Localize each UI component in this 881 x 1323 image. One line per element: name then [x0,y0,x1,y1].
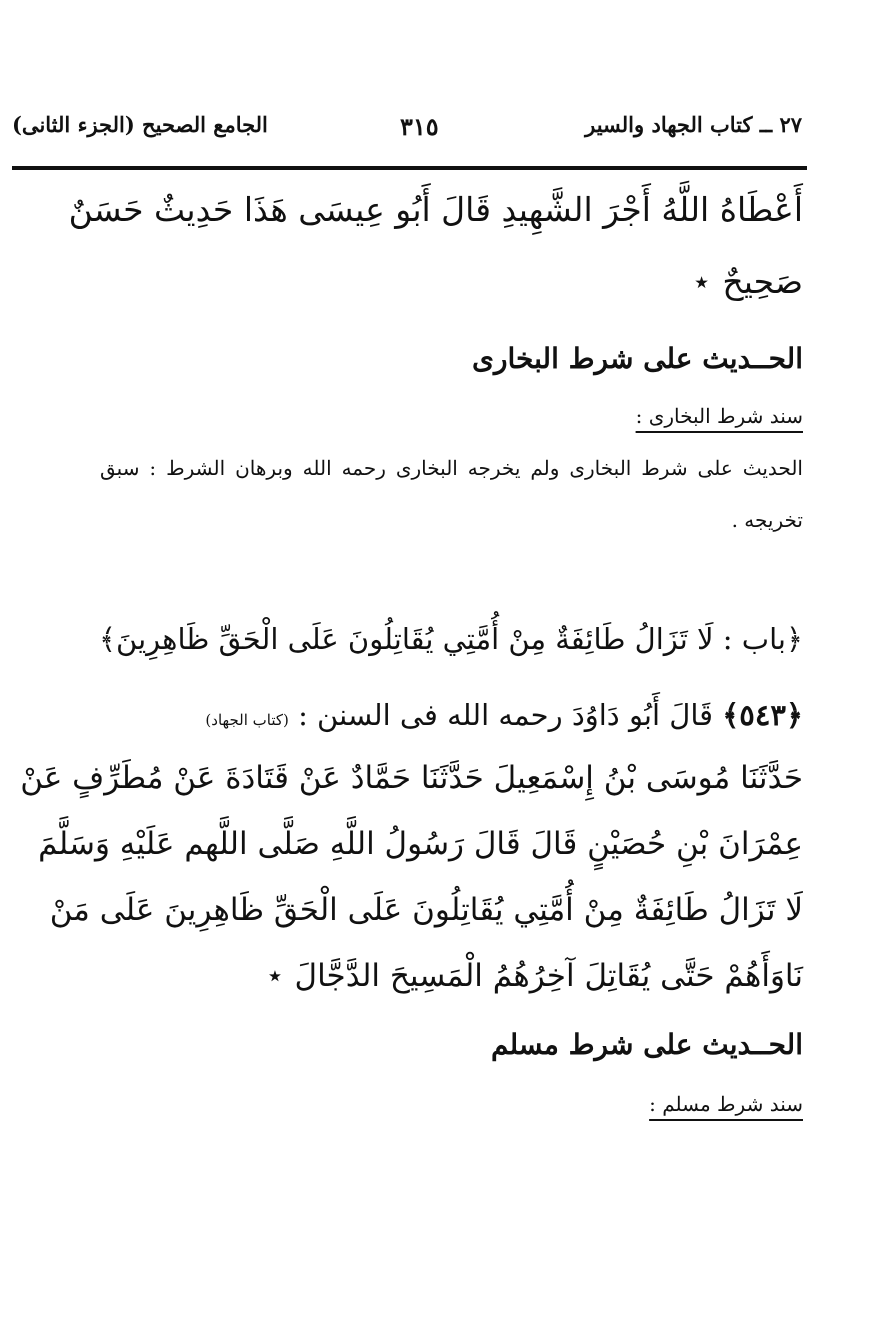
hadith-text-line-3: لَا تَزَالُ طَائِفَةٌ مِنْ أُمَّتِي يُقَاتِلُونَ عَلَى الْحَقِّ ظَاهِرِينَ عَلَى مَنْ [49,892,803,928]
hadith-text-line-1: حَدَّثَنَا مُوسَى بْنُ إِسْمَعِيلَ حَدَّثَنَا حَمَّادٌ عَنْ قَتَادَةَ عَنْ مُطَرِّفٍ عَنْ [20,760,803,796]
sanad-bukhari-label: سند شرط البخارى : [635,404,803,428]
header-rule [12,166,807,170]
ruling-muslim: الحــديث على شرط مسلم [490,1028,803,1061]
page-number: ٣١٥ [400,112,439,141]
hadith-text-line-2: عِمْرَانَ بْنِ حُصَيْنٍ قَالَ قَالَ رَسُولُ اللَّهِ صَلَّى اللَّهم عَلَيْهِ وَسَلَّمَ [38,826,803,862]
page-header [12,112,802,152]
hadith-end-line-2: صَحِيحٌ ⋆ [691,262,803,301]
sanad-muslim-label: سند شرط مسلم : [649,1092,803,1116]
narrator-intro: قَالَ أَبُو دَاوُدَ رحمه الله فى السنن : [298,698,714,732]
hadith-number: ﴿٥٤٣﴾ [722,698,803,732]
note-line-2: تخريجه . [731,508,803,532]
chapter-heading: ﴿باب : لَا تَزَالُ طَائِفَةٌ مِنْ أُمَّتِي يُقَاتِلُونَ عَلَى الْحَقِّ ظَاهِرِينَ﴾ [99,622,803,656]
ruling-bukhari: الحــديث على شرط البخارى [472,342,803,375]
book-title-header: الجامع الصحيح (الجزء الثانى) [12,112,268,137]
book-reference: (كتاب الجهاد) [205,711,289,729]
hadith-text-line-4: نَاوَأَهُمْ حَتَّى يُقَاتِلَ آخِرُهُمُ الْمَسِيحَ الدَّجَّالَ ⋆ [265,958,803,994]
chapter-title-header: ٢٧ ــ كتاب الجهاد والسير [585,112,802,137]
hadith-header-line [205,698,803,732]
hadith-end-line-1: أَعْطَاهُ اللَّهُ أَجْرَ الشَّهِيدِ قَالَ أَبُو عِيسَى هَذَا حَدِيثٌ حَسَنٌ [68,190,803,229]
note-line-1: الحديث على شرط البخارى ولم يخرجه البخارى رحمه الله وبرهان الشرط : سبق [100,456,803,480]
